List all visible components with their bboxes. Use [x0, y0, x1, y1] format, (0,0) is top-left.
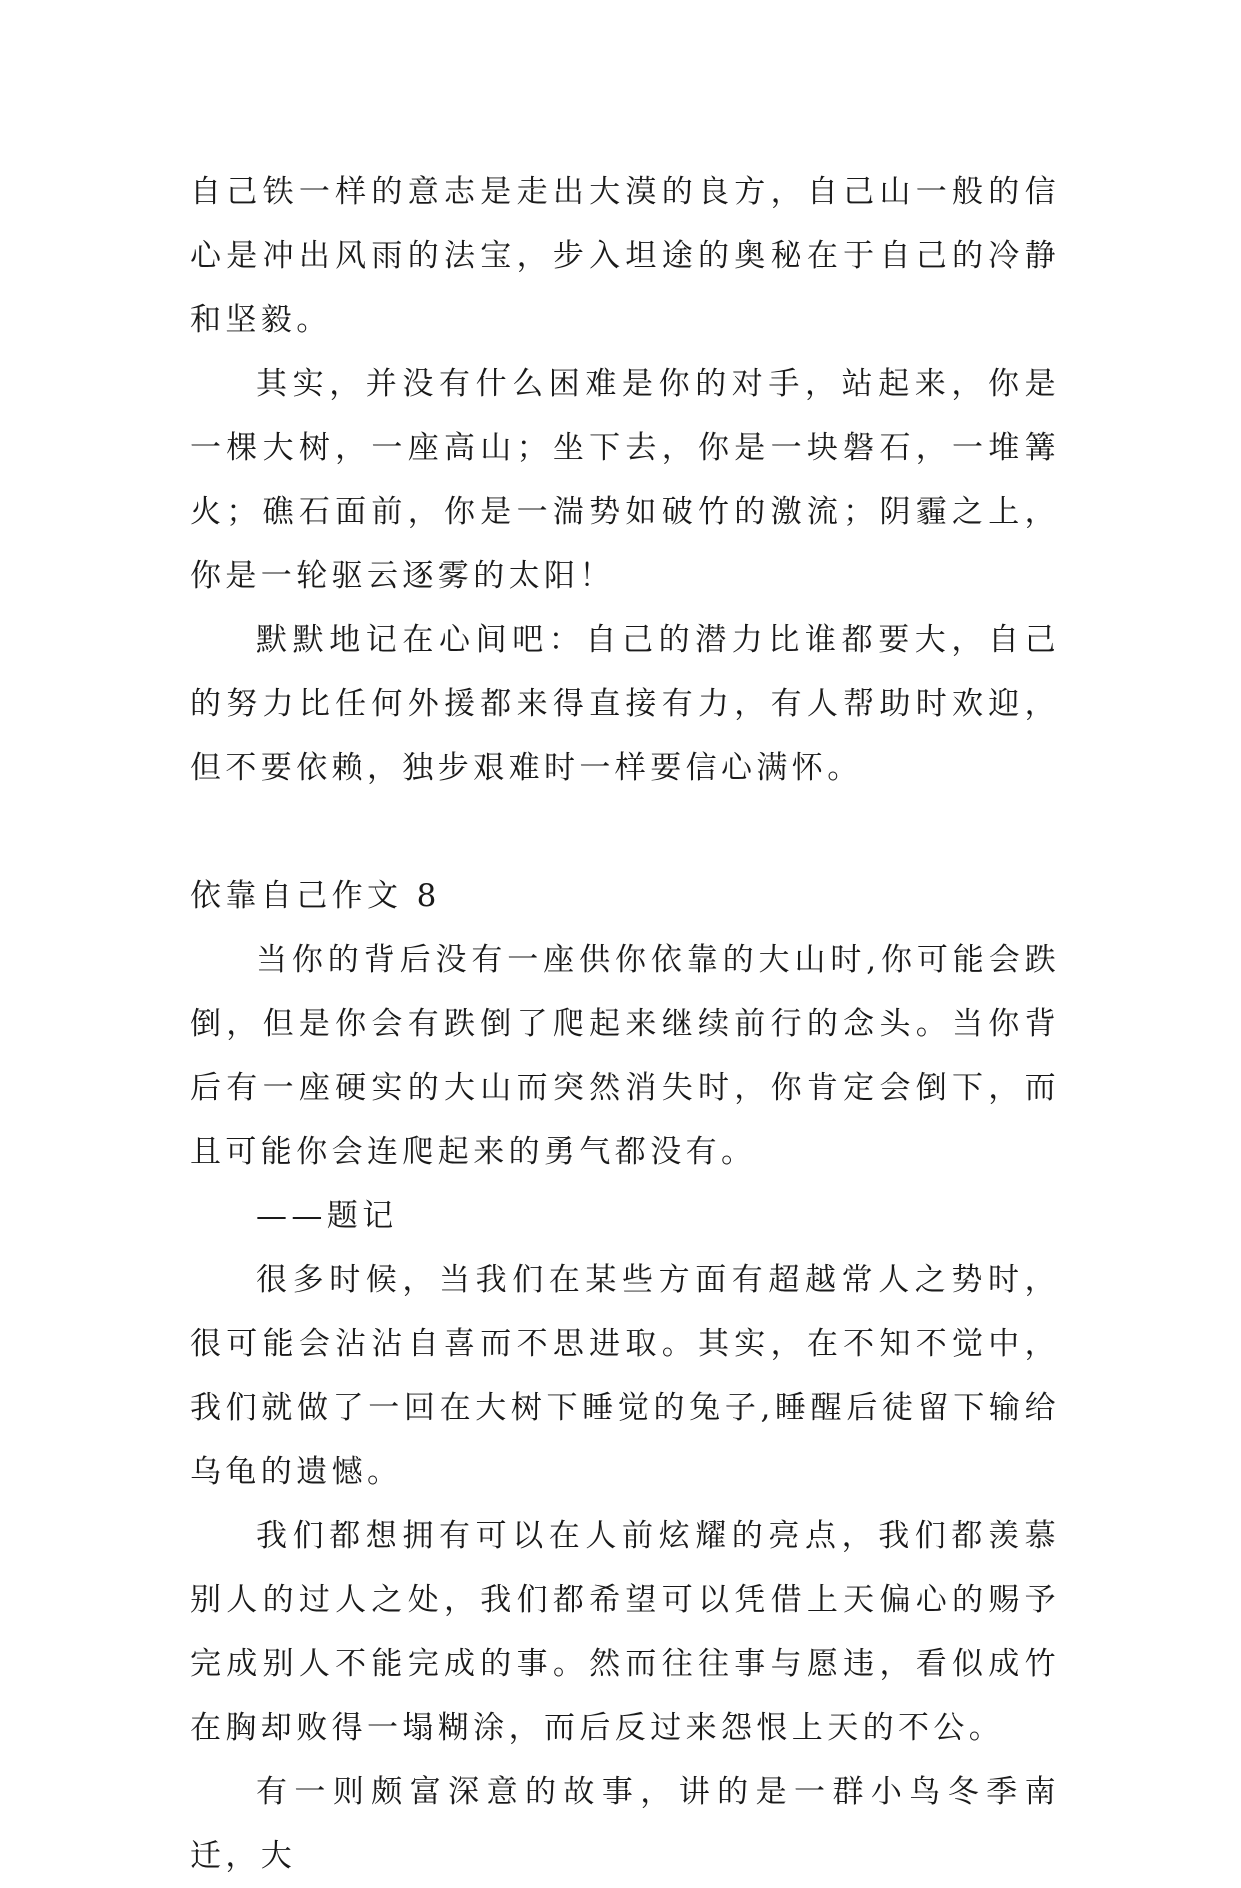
paragraph: 默默地记在心间吧：自己的潜力比谁都要大，自己的努力比任何外援都来得直接有力，有人帮助时欢迎，但不要依赖，独步艰难时一样要信心满怀。 [190, 622, 1060, 786]
document-body [190, 160, 1060, 1888]
paragraph-continued: 自己铁一样的意志是走出大漠的良方，自己山一般的信心是冲出风雨的法宝，步入坦途的奥秘在于自己的冷静和坚毅。 [190, 174, 1060, 338]
epigraph-attribution: ——题记 [256, 1198, 398, 1234]
paragraph: 我们都想拥有可以在人前炫耀的亮点，我们都羡慕别人的过人之处，我们都希望可以凭借上天偏心的赐予完成别人不能完成的事。然而往往事与愿违，看似成竹在胸却败得一塌糊涂，而后反过来怨恨上天的不公。 [190, 1518, 1060, 1746]
paragraph: 很多时候，当我们在某些方面有超越常人之势时，很可能会沾沾自喜而不思进取。其实，在不知不觉中，我们就做了一回在大树下睡觉的兔子,睡醒后徒留下输给乌龟的遗憾。 [190, 1262, 1060, 1490]
paragraph: 有一则颇富深意的故事，讲的是一群小鸟冬季南迁，大 [190, 1774, 1060, 1874]
section-title: 依靠自己作文 8 [190, 878, 441, 914]
paragraph: 其实，并没有什么困难是你的对手，站起来，你是一棵大树，一座高山；坐下去，你是一块磐石，一堆篝火；礁石面前，你是一湍势如破竹的激流；阴霾之上，你是一轮驱云逐雾的太阳！ [190, 366, 1060, 594]
paragraph: 当你的背后没有一座供你依靠的大山时,你可能会跌倒，但是你会有跌倒了爬起来继续前行的念头。当你背后有一座硬实的大山而突然消失时，你肯定会倒下，而且可能你会连爬起来的勇气都没有。 [190, 942, 1060, 1170]
